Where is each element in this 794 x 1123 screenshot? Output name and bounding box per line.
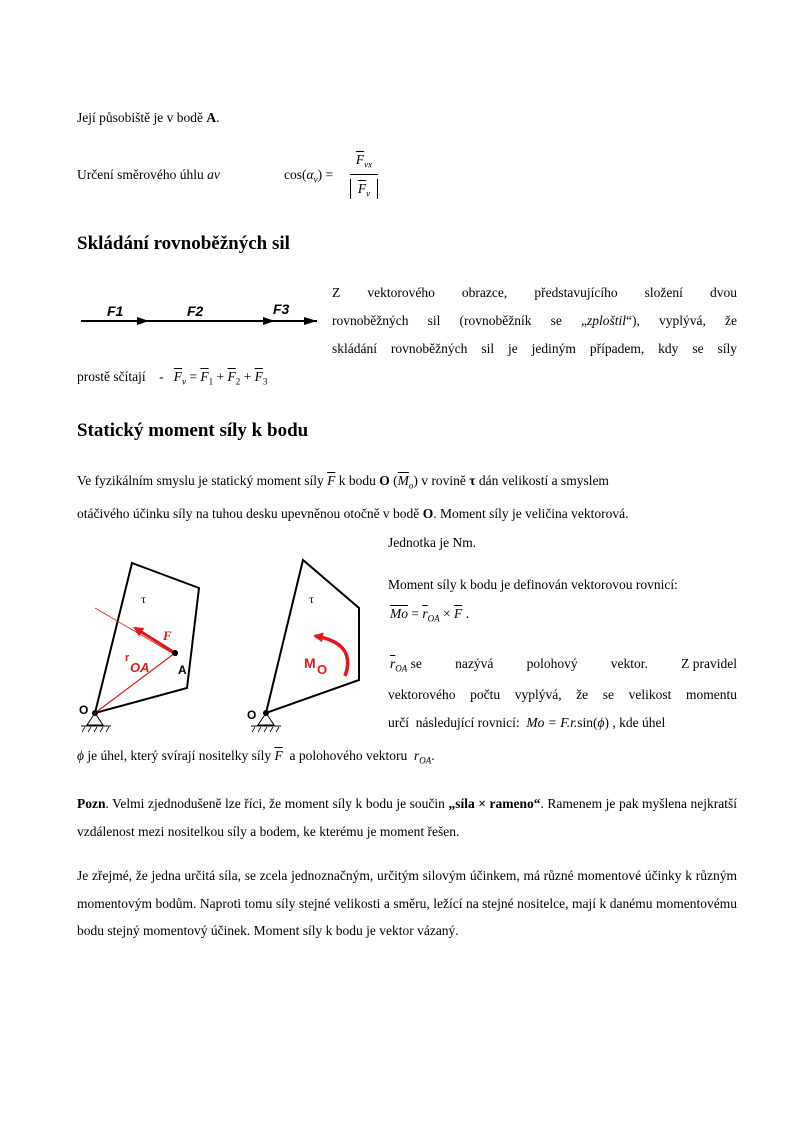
s: v bbox=[181, 376, 186, 387]
OA: OA bbox=[427, 613, 440, 624]
direction-angle-line bbox=[77, 165, 220, 185]
text: prostě sčítají - bbox=[77, 369, 174, 384]
sub-v: v bbox=[313, 174, 318, 185]
moment-line-1 bbox=[77, 471, 737, 496]
italic-word: zploštil bbox=[586, 313, 626, 328]
bold-term: „síla × rameno“ bbox=[448, 796, 541, 811]
r: r bbox=[413, 748, 420, 763]
w: vektor. bbox=[610, 656, 648, 671]
last-line bbox=[77, 746, 435, 771]
def-line: Moment síly k bodu je definován vektorovou rovnicí: bbox=[388, 577, 678, 592]
t: , kde úhel bbox=[608, 715, 666, 730]
t: . bbox=[431, 748, 435, 763]
f: $\overline{F}$ bbox=[173, 369, 182, 384]
final-paragraph: Je zřejmé, že jedna určitá síla, se zcela jednoznačným, určitým silovým účinkem, má různé momentové účinky k různým momentovým bodům. Naproti tomu síly stejné velikosti a směru, ležící na stejné nositelce, mají k danému momentovému bodu stejný momentový účinek. Moment síly k bodu je vektor vázaný. bbox=[77, 868, 737, 938]
o-label-right: O bbox=[247, 708, 257, 722]
pv-line-2: vektorového počtu vyplývá, že se velikost momentu bbox=[388, 687, 737, 702]
F: $\overline{F}$ bbox=[454, 606, 463, 621]
o-label: O bbox=[79, 703, 89, 717]
eq: Mo = F.r. bbox=[526, 715, 578, 730]
moment-diagrams bbox=[77, 548, 377, 748]
label-f1: F1 bbox=[107, 303, 124, 319]
hatch-left bbox=[82, 727, 109, 732]
arrow-head-f1 bbox=[137, 317, 149, 325]
OA: OA bbox=[395, 663, 408, 674]
right-plate bbox=[266, 560, 359, 713]
w: vyplývá, bbox=[659, 313, 706, 328]
f: $\overline{F}$ bbox=[254, 369, 263, 384]
w: nazývá bbox=[455, 656, 494, 671]
fraction-denominator bbox=[350, 179, 378, 199]
F: $\overline{F}$ bbox=[327, 473, 336, 488]
heading-static-moment: Statický moment síly k bodu bbox=[77, 420, 309, 441]
s: 2 bbox=[235, 376, 241, 387]
dot: . bbox=[462, 606, 470, 621]
pv-line-3 bbox=[388, 713, 737, 733]
def-equation bbox=[390, 604, 469, 629]
tau-label-right: τ bbox=[309, 592, 314, 606]
w: se bbox=[407, 656, 422, 671]
w: (rovnoběžník bbox=[459, 313, 532, 328]
right-diagram bbox=[247, 560, 359, 732]
OA: OA bbox=[419, 755, 432, 766]
text: Určení směrového úhlu bbox=[77, 167, 208, 182]
den-F: $\overline{F}$ bbox=[357, 180, 367, 196]
parallel-forces-figure bbox=[77, 290, 322, 340]
unit-line: Jednotka je Nm. bbox=[388, 535, 477, 550]
cos-text: cos( bbox=[284, 167, 307, 182]
op: = bbox=[408, 606, 423, 621]
t: . Velmi zjednodušeně lze říci, že moment síly k bodu je součin bbox=[105, 796, 449, 811]
parallel-line-4 bbox=[77, 367, 267, 392]
t: a polohového vektoru bbox=[282, 748, 414, 763]
phi: ϕ bbox=[77, 748, 84, 763]
f: $\overline{F}$ bbox=[200, 369, 209, 384]
den-sub: v bbox=[366, 188, 371, 199]
Mo: $\overline{Mo}$ bbox=[390, 606, 408, 621]
label-f3: F3 bbox=[273, 301, 290, 317]
t: otáčivého účinku síly na tuhou desku upevněnou otočně v bodě bbox=[77, 506, 423, 521]
a-label: A bbox=[178, 663, 187, 677]
op: + bbox=[213, 369, 228, 384]
num-F: $\overline{F}$ bbox=[355, 152, 365, 167]
alpha: α bbox=[306, 167, 314, 182]
cos-formula bbox=[284, 165, 333, 190]
phi: ϕ bbox=[597, 715, 605, 730]
s: 1 bbox=[208, 376, 214, 387]
parallel-line-2 bbox=[332, 311, 737, 331]
op: = bbox=[185, 369, 201, 384]
O: O bbox=[379, 473, 390, 488]
r: $\overline{r}$ bbox=[422, 606, 428, 621]
oa-label: OA bbox=[130, 660, 150, 675]
note-paragraph bbox=[77, 790, 737, 845]
w: že bbox=[725, 313, 737, 328]
fraction-numerator bbox=[350, 152, 378, 175]
r: $\overline{r}$ bbox=[390, 656, 396, 671]
paragraph-application-point bbox=[77, 108, 219, 128]
point-a bbox=[172, 650, 178, 656]
w bbox=[390, 654, 422, 679]
c: ) bbox=[604, 715, 609, 730]
o: o bbox=[408, 480, 414, 491]
note-label: Pozn bbox=[77, 796, 106, 811]
parallel-line-3: skládání rovnoběžných sil je jediným případem, kdy se síly bbox=[332, 341, 737, 356]
point-label: A bbox=[206, 110, 217, 125]
symbol-av: av bbox=[207, 167, 220, 182]
w: sil bbox=[427, 313, 441, 328]
label-f2: F2 bbox=[187, 303, 204, 319]
text: Její působiště je v bodě bbox=[77, 110, 207, 125]
moment-line-2 bbox=[77, 504, 737, 524]
heading-parallel-forces: Skládání rovnoběžných sil bbox=[77, 233, 290, 254]
w: rovnoběžných bbox=[332, 313, 409, 328]
hatch-right bbox=[252, 727, 279, 732]
op: × bbox=[439, 606, 455, 621]
tau-label: τ bbox=[141, 592, 146, 606]
pv-line-1 bbox=[390, 654, 737, 679]
F: $\overline{F}$ bbox=[274, 748, 283, 763]
op: + bbox=[240, 369, 255, 384]
parallel-line-1: Z vektorového obrazce, představujícího složení dvou bbox=[332, 285, 737, 300]
t: . Ramenem je pak myšlena nejkratší vzdálenost mezi nositelkou síly a bodem, ke kterému je moment řešen. bbox=[77, 796, 737, 839]
f-label: F bbox=[163, 628, 172, 643]
M: $\overline{M}$ bbox=[397, 473, 409, 488]
m-sub-label: O bbox=[317, 662, 328, 677]
tau: τ bbox=[469, 473, 476, 488]
arrow-head-f3 bbox=[304, 317, 317, 325]
left-diagram bbox=[79, 563, 199, 732]
w: polohový bbox=[526, 656, 578, 671]
num-sub: vx bbox=[364, 159, 373, 170]
t: . Moment síly je veličina vektorová. bbox=[433, 506, 629, 521]
fraction bbox=[350, 152, 378, 199]
w: „zploštil“), bbox=[580, 313, 640, 328]
w: se bbox=[550, 313, 562, 328]
f: $\overline{F}$ bbox=[227, 369, 236, 384]
w: Ve fyzikálním smyslu je statický moment síly $\overline{F}$ k bodu O $(\overline{M}_o)$ v rovině τ dán velikostí a smyslem bbox=[77, 473, 609, 491]
arrow-head-f2 bbox=[263, 317, 275, 325]
t: určí následující rovnicí: bbox=[388, 715, 527, 730]
w: Z pravidel bbox=[681, 656, 737, 671]
O: O bbox=[422, 506, 434, 521]
m-label: M bbox=[304, 655, 316, 671]
text: . bbox=[216, 110, 220, 125]
sin: sin( bbox=[577, 715, 598, 730]
s: 3 bbox=[262, 376, 268, 387]
t: je úhel, který svírají nositelky síly bbox=[84, 748, 275, 763]
r-label: r bbox=[125, 652, 130, 664]
eq: ) = bbox=[317, 167, 334, 182]
